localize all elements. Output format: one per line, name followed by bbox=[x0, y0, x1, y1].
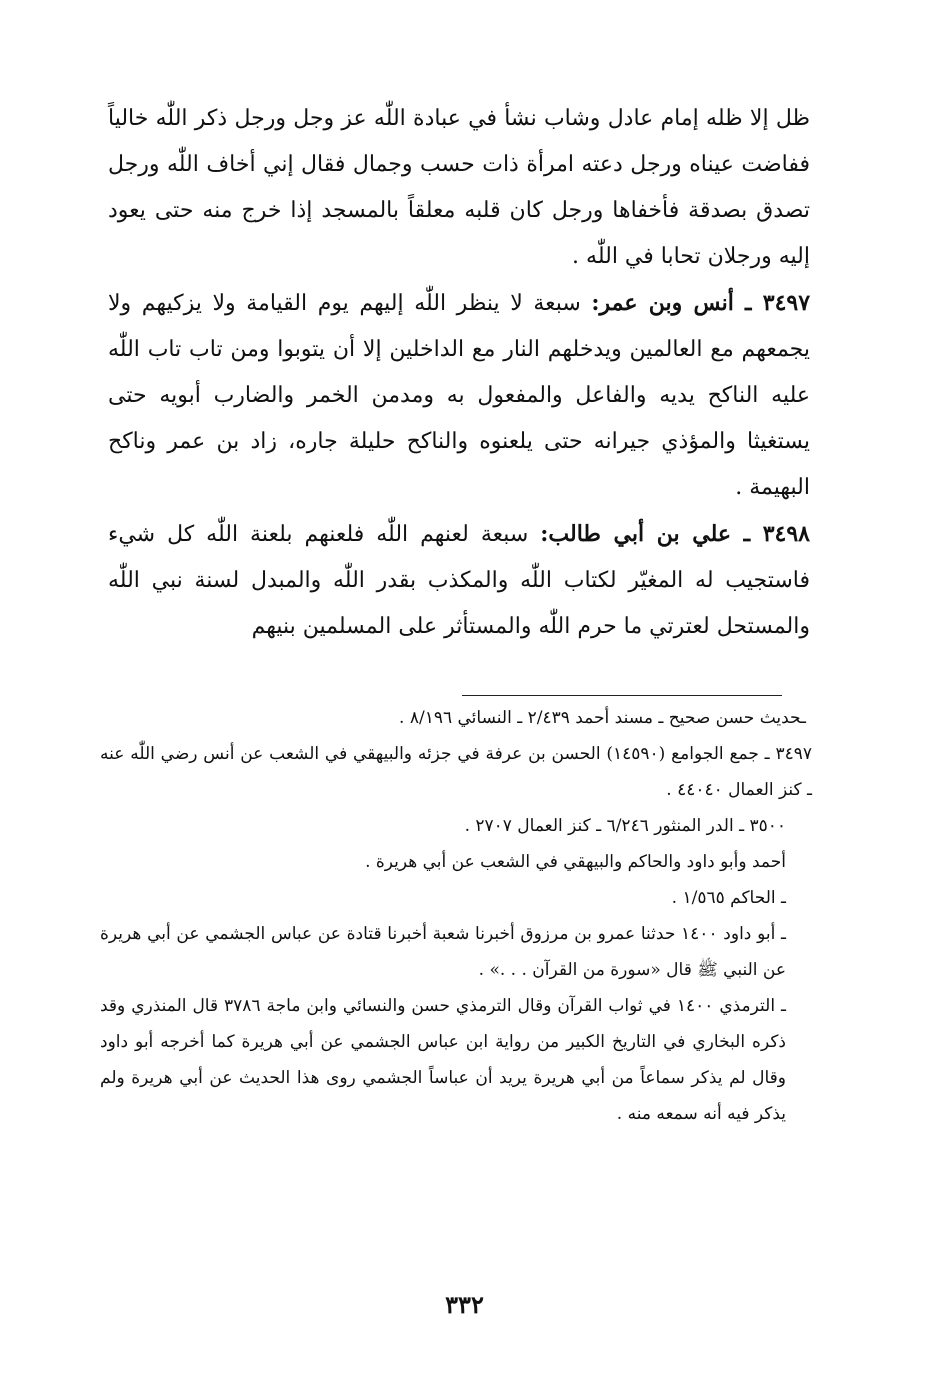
footnote-line: ـ الحاكم ١/٥٦٥ . bbox=[671, 888, 786, 908]
footnote-line: ـ الترمذي ١٤٠٠ في ثواب القرآن وقال الترمذي حسن والنسائي وابن ماجة ٣٧٨٦ قال المنذري وقد ذكره البخاري في التاريخ الكبير من رواية ابن عباس الجشمي عن أبي هريرة كما أخرجه أبو داود وقال لم يذكر سماعاً من أبي هريرة يريد أن عباساً الجشمي روى هذا الحديث عن أبي هريرة ولم يذكر فيه أنه سمعه منه . bbox=[100, 996, 786, 1124]
hadith-entry-3497 bbox=[108, 280, 810, 511]
footnote-line: أحمد وأبو داود والحاكم والبيهقي في الشعب عن أبي هريرة . bbox=[365, 852, 786, 872]
entry-heading: ٣٤٩٧ ـ أنس وبن عمر: bbox=[591, 290, 811, 316]
footnote-line: ٣٥٠٠ ـ الدر المنثور ٦/٢٤٦ ـ كنز العمال ٢٧٠٧ . bbox=[464, 816, 786, 836]
footnote-line: ٣٤٩٧ ـ جمع الجوامع (١٤٥٩٠) الحسن بن عرفة في جزئه والبيهقي في الشعب عن أنس رضي اللّٰه عنه ـ كنز العمال ٤٤٠٤٠ . bbox=[100, 744, 812, 800]
entry-heading: ٣٤٩٨ ـ علي بن أبي طالب: bbox=[540, 521, 810, 547]
hadith-entry-3498 bbox=[108, 511, 810, 650]
paragraph-continuation: ظل إلا ظله إمام عادل وشاب نشأ في عبادة اللّٰه عز وجل ورجل ذكر اللّٰه خالياً ففاضت عيناه ورجل دعته امرأة ذات حسب وجمال فقال إني أخاف اللّٰه ورجل تصدق بصدقة فأخفاها ورجل كان قلبه معلقاً بالمسجد إذا خرج منه حتى يعود إليه ورجلان تحابا في اللّٰه . bbox=[108, 106, 810, 269]
footnote-divider bbox=[462, 695, 782, 696]
entry-text: سبعة لعنهم اللّٰه فلعنهم بلعنة اللّٰه كل شيء فاستجيب له المغيّر لكتاب اللّٰه والمكذب بقدر اللّٰه والمبدل لسنة نبي اللّٰه والمستحل لعترتي ما حرم اللّٰه والمستأثر على المسلمين بنيهم bbox=[108, 522, 810, 639]
entry-text: سبعة لا ينظر اللّٰه إليهم يوم القيامة ولا يزكيهم ولا يجمعهم مع العالمين ويدخلهم النار مع الداخلين إلا أن يتوبوا ومن تاب تاب اللّٰه عليه الناكح يديه والفاعل والمفعول به ومدمن الخمر والضارب أبويه حتى يستغيثا والمؤذي جيرانه حتى يلعنوه والناكح حليلة جاره، زاد بن عمر وناكح البهيمة . bbox=[108, 291, 810, 500]
main-text bbox=[108, 96, 810, 650]
footnote-line: ـحديث حسن صحيح ـ مسند أحمد ٢/٤٣٩ ـ النسائي ٨/١٩٦ . bbox=[399, 708, 806, 728]
footnote-line: ـ أبو داود ١٤٠٠ حدثنا عمرو بن مرزوق أخبرنا شعبة أخبرنا قتادة عن عباس الجشمي عن أبي هريرة عن النبي ﷺ قال «سورة من القرآن . . .» . bbox=[100, 924, 786, 980]
page-number: ٣٣٢ bbox=[445, 1290, 484, 1319]
footnotes bbox=[100, 700, 812, 1132]
